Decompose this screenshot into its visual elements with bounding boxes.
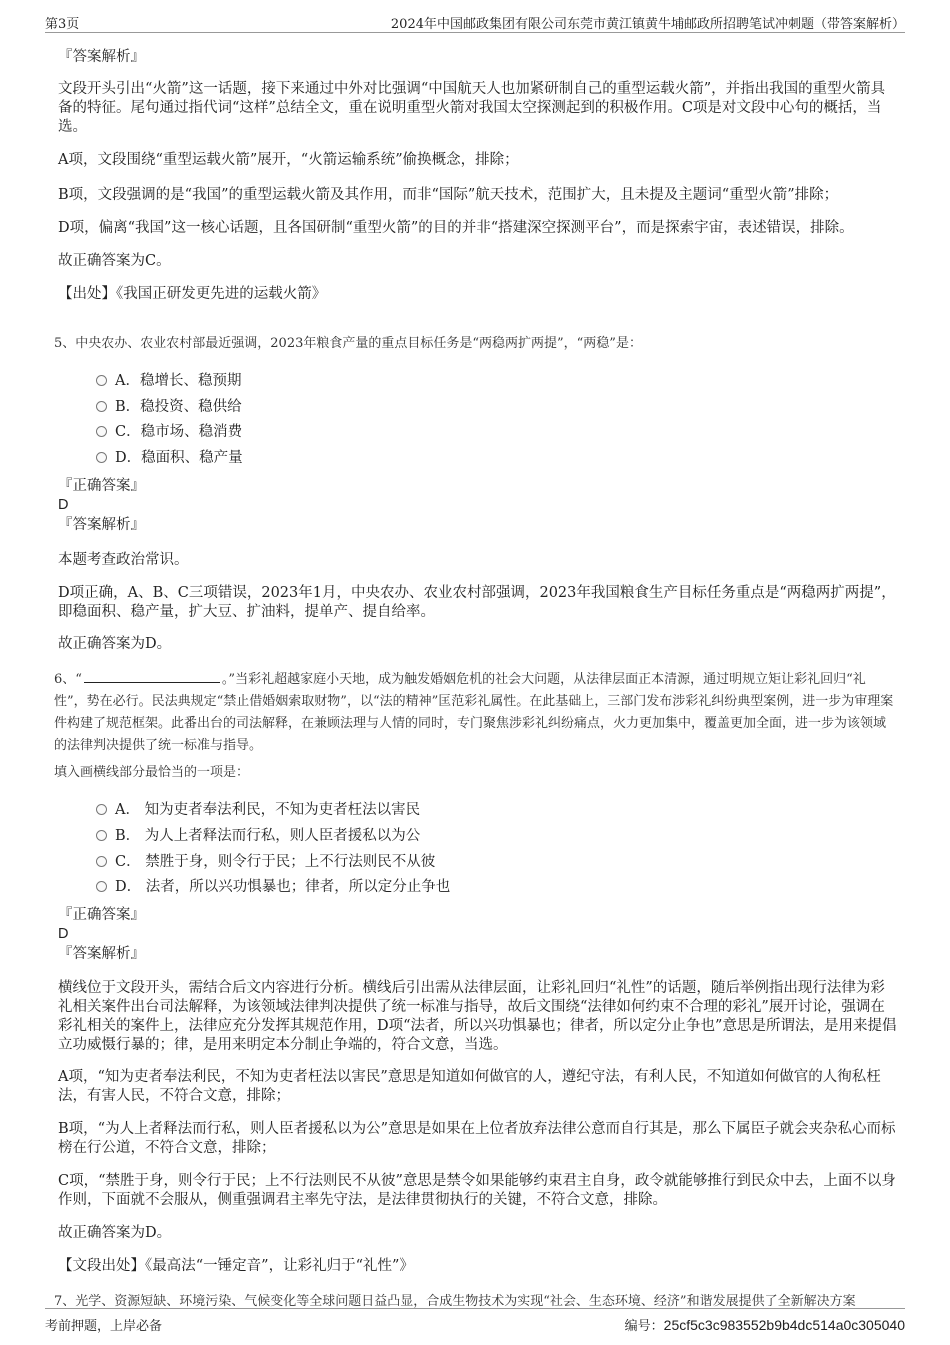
q5-option-b[interactable] xyxy=(96,397,242,417)
radio-icon[interactable] xyxy=(96,881,107,892)
document-code xyxy=(625,1315,905,1334)
q4-option-b-analysis: B项，文段强调的是“我国”的重型运载火箭及其作用，而非“国际”航天技术，范围扩大，且未提及主题词“重型火箭”排除； xyxy=(58,187,839,203)
option-label: C．稳市场、稳消费 xyxy=(115,424,243,440)
q6-body: 。”当彩礼超越家庭小天地，成为触发婚姻危机的社会大问题，从法律层面正本清源，通过明规立矩让彩礼回归“礼性”，势在必行。民法典规定“禁止借婚姻索取财物”，以“法的精神”匡范彩礼属性。在此基础上，三部门发布涉彩礼纠纷典型案例，进一步为审理案件构建了规范框架。此番出台的司法解释，在兼顾法理与人情的同时，专门聚焦涉彩礼纠纷痛点，火力更加集中，覆盖更加全面，进一步为该领域的法律判决提供了统一标准与指导。 xyxy=(54,672,894,753)
q4-option-d-analysis: D项，偏离“我国”这一核心话题，且各国研制“重型火箭”的目的并非“搭建深空探测平台”，而是探索宇宙，表述错误，排除。 xyxy=(58,220,854,236)
radio-icon[interactable] xyxy=(96,375,107,386)
q6-option-c[interactable] xyxy=(96,852,435,872)
q6-analysis-label: 『答案解析』 xyxy=(58,946,145,962)
q6-option-b[interactable] xyxy=(96,826,420,846)
q4-conclusion: 故正确答案为C。 xyxy=(58,253,171,269)
q5-question: 5、中央农办、农业农村部最近强调，2023年粮食产量的重点目标任务是“两稳两扩两提”，“两稳”是： xyxy=(54,336,642,351)
q7-partial: 7、光学、资源短缺、环境污染、气候变化等全球问题日益凸显，合成生物技术为实现“社会、生态环境、经济”和谐发展提供了全新解决方案 xyxy=(54,1294,856,1309)
q4-analysis-paragraph: 文段开头引出“火箭”这一话题，接下来通过中外对比强调“中国航天人也加紧研制自己的重型运载火箭”，并指出我国的重型火箭具备的特征。尾句通过指代词“这样”总结全文，重在说明重型火箭对我国太空探测起到的积极作用。C项是对文段中心句的概括，当选。 xyxy=(58,81,886,135)
q6-source: 【文段出处】《最高法“一锤定音”，让彩礼归于“礼性”》 xyxy=(58,1258,414,1274)
q5-analysis-1: 本题考查政治常识。 xyxy=(58,552,189,568)
q5-answer: D xyxy=(58,497,69,513)
q6-option-a-analysis: A项，“知为吏者奉法利民，不知为吏者枉法以害民”意思是知道如何做官的人，遵纪守法，有利人民，不知道如何做官的人徇私枉法，有害人民，不符合文意，排除； xyxy=(58,1069,881,1104)
q5-option-d[interactable] xyxy=(96,448,243,468)
q6-conclusion: 故正确答案为D。 xyxy=(58,1225,172,1241)
option-label: C． 禁胜于身，则令行于民；上不行法则民不从彼 xyxy=(115,854,436,870)
radio-icon[interactable] xyxy=(96,426,107,437)
q6-option-d[interactable] xyxy=(96,877,450,897)
code-label: 编号： xyxy=(624,1319,664,1334)
q6-option-b-analysis: B项，“为人上者释法而行私，则人臣者援私以为公”意思是如果在上位者放弃法律公意而自行其是，那么下属臣子就会夹杂私心而标榜在行公道，不符合文意，排除； xyxy=(58,1121,896,1156)
q4-analysis-label: 『答案解析』 xyxy=(58,49,145,65)
q6-question xyxy=(54,669,898,757)
answer-blank xyxy=(84,669,220,683)
page-number: 第3页 xyxy=(45,17,80,32)
q6-instruction: 填入画横线部分最恰当的一项是： xyxy=(54,765,250,780)
q6-option-a[interactable] xyxy=(96,800,420,820)
radio-icon[interactable] xyxy=(96,830,107,841)
q6-prefix: 6、“ xyxy=(54,672,82,687)
q5-option-a[interactable] xyxy=(96,371,241,391)
q4-source: 【出处】《我国正研发更先进的运载火箭》 xyxy=(58,286,327,302)
q6-analysis-1: 横线位于文段开头，需结合后文内容进行分析。横线后引出需从法律层面，让彩礼回归“礼性”的话题，随后举例指出现行法律为彩礼相关案件出台司法解释，为该领域法律判决提供了统一标准与指导，故后文围绕“法律如何约束不合理的彩礼”展开讨论，强调在彩礼相关的案件上，法律应充分发挥其规范作用，D项“法者，所以兴功惧暴也；律者，所以定分止争也”意思是所谓法，是用来提倡立功威慑行暴的；律，是用来明定本分制止争端的，符合文意，当选。 xyxy=(58,980,897,1053)
q6-answer: D xyxy=(58,926,69,942)
q5-conclusion: 故正确答案为D。 xyxy=(58,636,172,652)
radio-icon[interactable] xyxy=(96,452,107,463)
option-label: D．稳面积、稳产量 xyxy=(115,450,243,466)
radio-icon[interactable] xyxy=(96,856,107,867)
document-title: 2024年中国邮政集团有限公司东莞市黄江镇黄牛埔邮政所招聘笔试冲刺题（带答案解析） xyxy=(390,17,905,32)
q5-option-c[interactable] xyxy=(96,422,242,442)
footer-slogan: 考前押题，上岸必备 xyxy=(45,1319,163,1334)
q5-answer-label: 『正确答案』 xyxy=(58,478,145,494)
q5-analysis-label: 『答案解析』 xyxy=(58,517,145,533)
q6-option-c-analysis: C项，“禁胜于身，则令行于民；上不行法则民不从彼”意思是禁令如果能够约束君主自身，政令就能够推行到民众中去，上面不以身作则，下面就不会服从，侧重强调君主率先守法，是法律贯彻执行的关键，不符合文意，排除。 xyxy=(58,1173,896,1208)
option-label: B． 为人上者释法而行私，则人臣者援私以为公 xyxy=(115,828,421,844)
option-label: A．稳增长、稳预期 xyxy=(115,373,242,389)
q6-answer-label: 『正确答案』 xyxy=(58,907,145,923)
radio-icon[interactable] xyxy=(96,401,107,412)
option-label: A． 知为吏者奉法利民，不知为吏者枉法以害民 xyxy=(115,802,421,818)
q5-analysis-2: D项正确，A、B、C三项错误，2023年1月，中央农办、农业农村部强调，2023年我国粮食生产目标任务重点是“两稳两扩两提”，即稳面积、稳产量，扩大豆、扩油料，提单产、提自给率。 xyxy=(58,585,896,620)
code-value: 25cf5c3c983552b9b4dc514a0c305040 xyxy=(663,1317,905,1333)
page-header xyxy=(45,12,905,33)
q4-option-a-analysis: A项，文段围绕“重型运载火箭”展开，“火箭运输系统”偷换概念，排除； xyxy=(58,152,519,168)
radio-icon[interactable] xyxy=(96,804,107,815)
page-footer xyxy=(45,1308,905,1335)
option-label: D． 法者，所以兴功惧暴也；律者，所以定分止争也 xyxy=(115,879,451,895)
option-label: B．稳投资、稳供给 xyxy=(115,399,242,415)
